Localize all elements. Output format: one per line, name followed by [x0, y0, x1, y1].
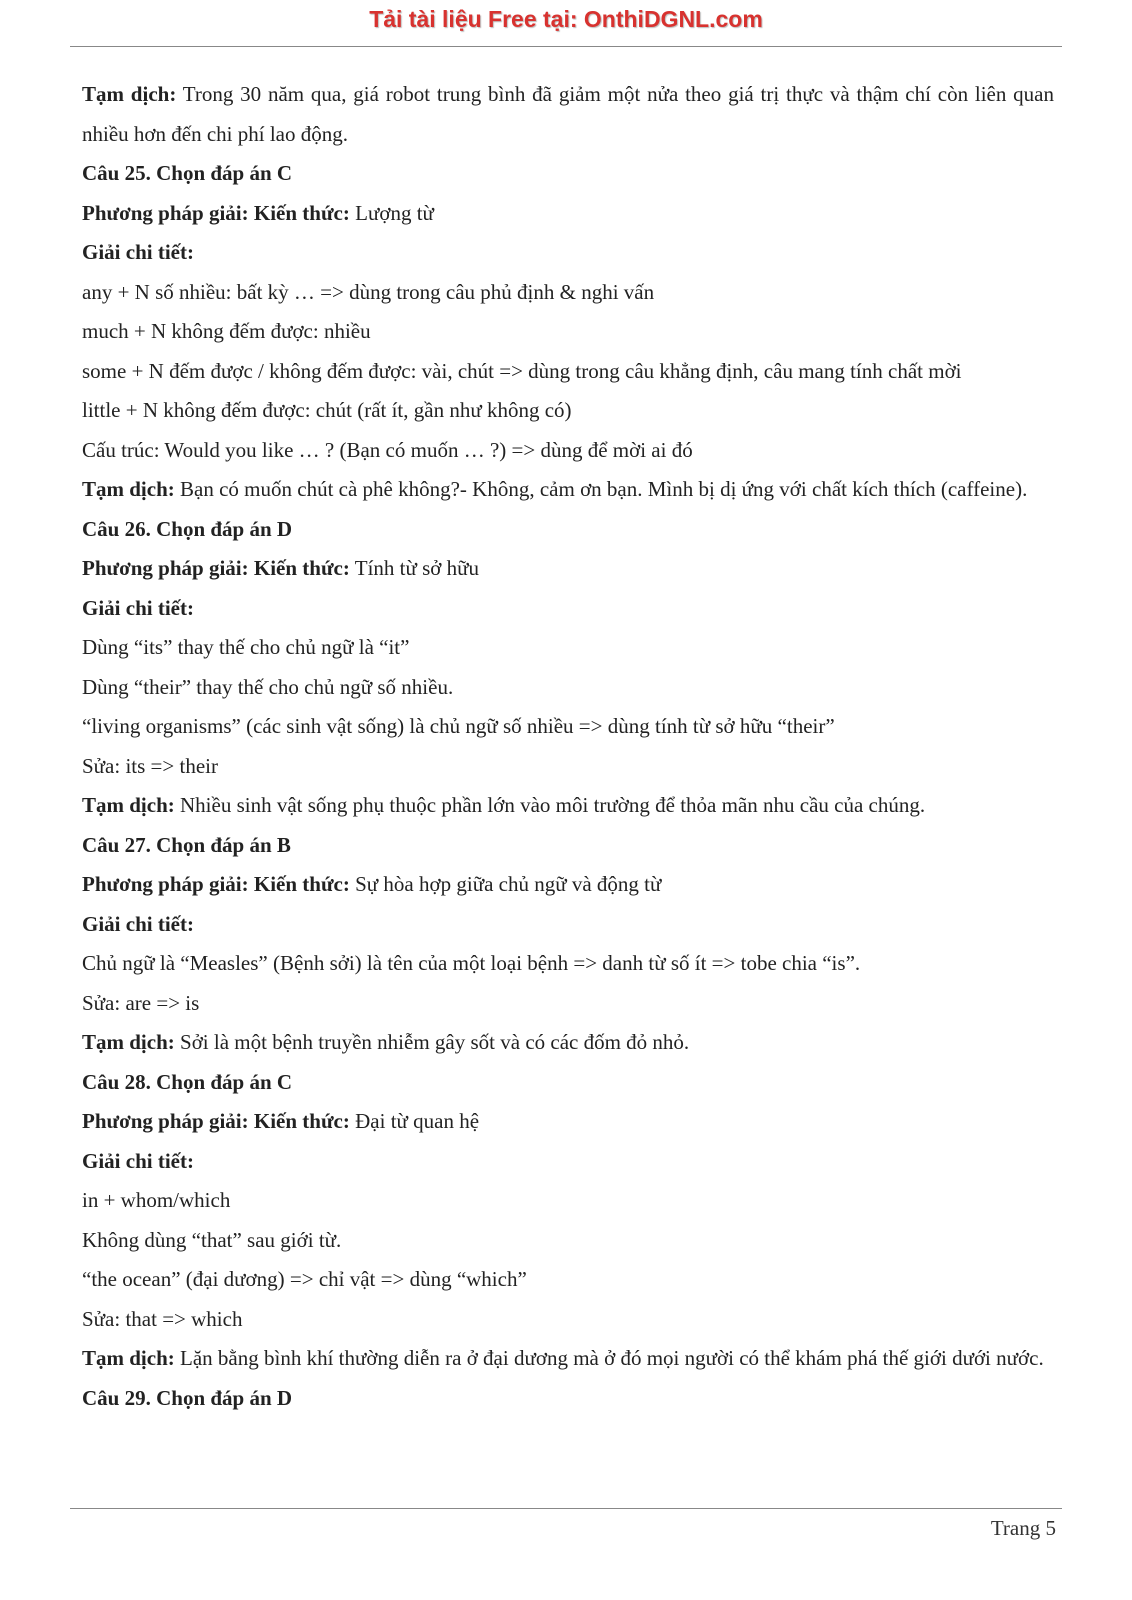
method-text: Tính từ sở hữu	[349, 556, 480, 580]
explanation-line: some + N đếm được / không đếm được: vài, chút => dùng trong câu khẳng định, câu mang tính chất mời	[82, 358, 962, 383]
explanation-line: Cấu trúc: Would you like … ? (Bạn có muốn … ?) => dùng để mời ai đó	[82, 437, 693, 462]
detail-label: Giải chi tiết:	[82, 240, 194, 264]
detail-heading	[82, 905, 1054, 945]
explanation-line: Sửa: that => which	[82, 1306, 243, 1331]
question-heading	[82, 154, 1054, 194]
explanation-line: Không dùng “that” sau giới từ.	[82, 1227, 342, 1252]
method-label: Phương pháp giải: Kiến thức:	[82, 556, 350, 580]
explanation-line: Sửa: its => their	[82, 753, 218, 778]
method-label: Phương pháp giải: Kiến thức:	[82, 1109, 350, 1133]
detail-label: Giải chi tiết:	[82, 911, 194, 936]
intro-translation	[82, 75, 1054, 154]
explanation-line: little + N không đếm được: chút (rất ít, gần như không có)	[82, 398, 572, 422]
explanation-line: Dùng “their” thay thế cho chủ ngữ số nhiều.	[82, 674, 454, 699]
header-divider	[70, 46, 1062, 47]
page-body	[82, 75, 1054, 1418]
question-heading	[82, 826, 1054, 866]
explanation-line: much + N không đếm được: nhiều	[82, 319, 371, 343]
translation-label: Tạm dịch:	[82, 1346, 175, 1370]
explanation-line: Dùng “its” thay thế cho chủ ngữ là “it”	[82, 635, 410, 659]
method-text: Sự hòa hợp giữa chủ ngữ và động từ	[349, 872, 662, 896]
question-27-heading: Câu 27. Chọn đáp án B	[82, 832, 291, 857]
question-heading	[82, 510, 1054, 550]
method-label: Phương pháp giải: Kiến thức:	[82, 200, 350, 225]
site-banner: Tải tài liệu Free tại: OnthiDGNL.com	[369, 6, 763, 32]
question-29-heading: Câu 29. Chọn đáp án D	[82, 1385, 293, 1410]
translation-text: Nhiều sinh vật sống phụ thuộc phần lớn vào môi trường để thỏa mãn nhu cầu của chúng.	[174, 793, 926, 817]
translation-line	[82, 1339, 1054, 1379]
detail-heading	[82, 1142, 1054, 1182]
translation-label: Tạm dịch:	[82, 477, 175, 501]
method-line	[82, 865, 1054, 905]
explanation-line: “living organisms” (các sinh vật sống) là chủ ngữ số nhiều => dùng tính từ sở hữu “their”	[82, 714, 835, 738]
detail-label: Giải chi tiết:	[82, 595, 194, 620]
method-text: Lượng từ	[349, 200, 434, 225]
translation-line	[82, 470, 1054, 510]
translation-text: Trong 30 năm qua, giá robot trung bình đã giảm một nửa theo giá trị thực và thậm chí còn liên quan nhiều hơn đến chi phí lao động.	[82, 82, 1054, 146]
detail-heading	[82, 233, 1054, 273]
translation-label: Tạm dịch:	[82, 1030, 175, 1054]
method-text: Đại từ quan hệ	[349, 1109, 480, 1133]
explanation-line: “the ocean” (đại dương) => chỉ vật => dùng “which”	[82, 1267, 527, 1291]
question-25-heading: Câu 25. Chọn đáp án C	[82, 161, 293, 185]
translation-text: Lặn bằng bình khí thường diễn ra ở đại dương mà ở đó mọi người có thể khám phá thế giới dưới nước.	[174, 1346, 1044, 1370]
explanation-line: Chủ ngữ là “Measles” (Bệnh sởi) là tên của một loại bệnh => danh từ số ít => tobe chia “is”.	[82, 951, 861, 975]
method-line	[82, 549, 1054, 589]
detail-heading	[82, 589, 1054, 629]
translation-text: Sởi là một bệnh truyền nhiễm gây sốt và có các đốm đỏ nhỏ.	[174, 1030, 690, 1054]
question-heading	[82, 1379, 1054, 1419]
question-heading	[82, 1063, 1054, 1103]
method-line	[82, 194, 1054, 234]
translation-label: Tạm dịch:	[82, 793, 175, 817]
method-line	[82, 1102, 1054, 1142]
question-26-heading: Câu 26. Chọn đáp án D	[82, 516, 293, 541]
explanation-line: Sửa: are => is	[82, 990, 200, 1015]
translation-line	[82, 1023, 1054, 1063]
method-label: Phương pháp giải: Kiến thức:	[82, 872, 350, 896]
translation-label: Tạm dịch:	[82, 82, 177, 106]
explanation-line: any + N số nhiều: bất kỳ … => dùng trong câu phủ định & nghi vấn	[82, 279, 655, 304]
question-28-heading: Câu 28. Chọn đáp án C	[82, 1069, 293, 1094]
translation-text: Bạn có muốn chút cà phê không?- Không, cảm ơn bạn. Mình bị dị ứng với chất kích thích (caffeine).	[174, 477, 1028, 501]
detail-label: Giải chi tiết:	[82, 1148, 194, 1173]
translation-line	[82, 786, 1054, 826]
explanation-line: in + whom/which	[82, 1188, 231, 1212]
page-number: Trang 5	[990, 1516, 1056, 1540]
footer-divider	[70, 1508, 1062, 1509]
